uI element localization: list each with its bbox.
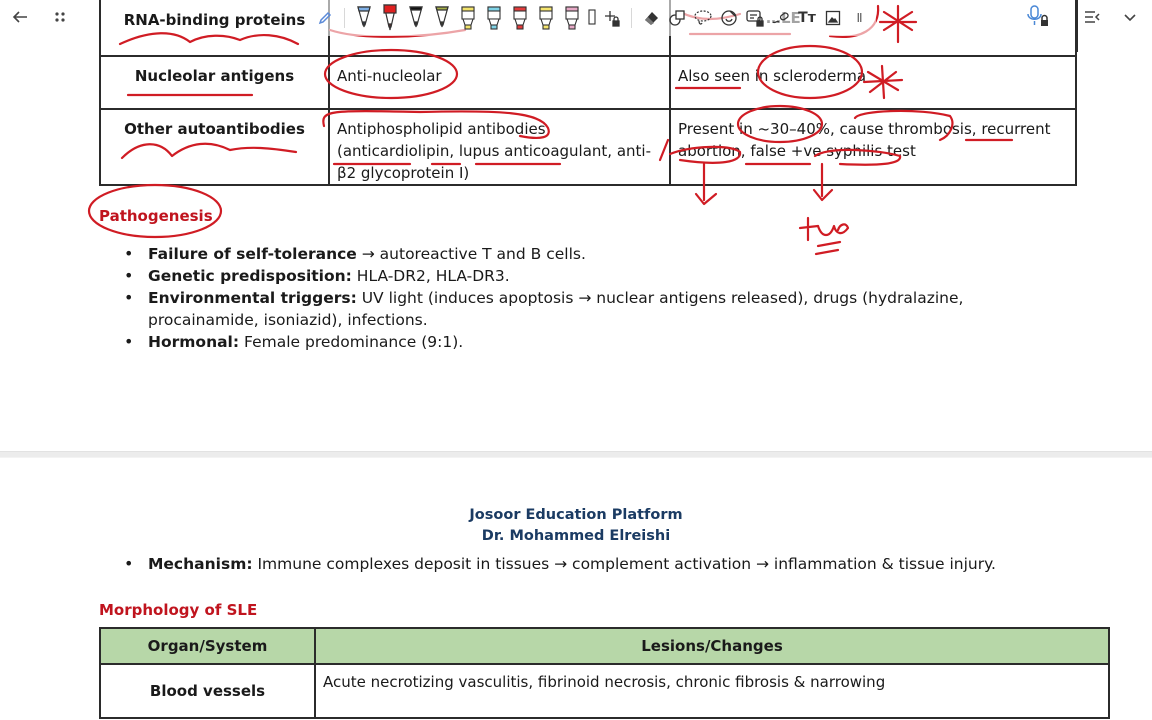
- arrow-left-icon: [11, 8, 29, 26]
- highlighter-icon: [562, 5, 582, 31]
- list-item-term: Environmental triggers:: [148, 289, 357, 307]
- comment-tool[interactable]: [744, 3, 766, 33]
- shapes-icon: [668, 9, 686, 27]
- eraser-icon: [642, 9, 660, 27]
- list-collapse-icon: [1083, 9, 1101, 25]
- highlighter-icon: [510, 5, 530, 31]
- column-header-lesions: Lesions/Changes: [315, 628, 1109, 664]
- list-item: [124, 553, 1024, 575]
- list-item-term: Mechanism:: [148, 555, 253, 573]
- list-item-term: Hormonal:: [148, 333, 240, 351]
- annotation-toolbar: [308, 0, 876, 36]
- drag-handle[interactable]: [40, 0, 80, 34]
- tool-pen-blue[interactable]: [353, 3, 375, 33]
- tool-highlighter-yellow-2[interactable]: [535, 3, 557, 33]
- pen-icon: [381, 3, 399, 33]
- back-button[interactable]: [0, 0, 40, 34]
- brand-header-line2: Dr. Mohammed Elreishi: [481, 528, 671, 544]
- pen-icon: [407, 5, 425, 31]
- sticker-icon: [720, 9, 738, 27]
- table-cell-antibody: Anti-nucleolar: [329, 56, 670, 109]
- text-tt-icon: Tт: [798, 10, 816, 26]
- pen-icon: [433, 5, 451, 31]
- document-page-2: [0, 458, 1152, 720]
- microphone-lock-icon: [1026, 4, 1050, 30]
- pen-icon: [355, 5, 373, 31]
- link-tool[interactable]: [770, 3, 792, 33]
- lasso-icon: [693, 9, 713, 27]
- image-icon: [825, 10, 841, 26]
- table-cell-category: RNA-binding proteins: [100, 0, 329, 56]
- table-row: [100, 664, 1109, 718]
- toolbar-divider: [631, 8, 632, 28]
- table-row: [100, 109, 1076, 185]
- list-item-text: UV light (induces apoptosis → nuclear antigens released), drugs (hydralazine, procainamide, isoniazid), infections.: [148, 289, 964, 329]
- pause-icon: II: [856, 11, 862, 25]
- tool-pen-olive[interactable]: [431, 3, 453, 33]
- list-item: [124, 265, 1024, 287]
- list-item-text: Immune complexes deposit in tissues → complement activation → inflammation & tissue injury.: [252, 555, 996, 573]
- brand-header-line1: Josoor Education Platform: [469, 507, 683, 523]
- tool-pen-red[interactable]: [379, 3, 401, 33]
- table-cell-antibody: Antiphospholipid antibodies (anticardiolipin, lupus anticoagulant, anti-β2 glycoprotein I): [329, 109, 670, 185]
- tool-pen-select[interactable]: [314, 3, 336, 33]
- highlighter-icon: [536, 5, 556, 31]
- table-cell-category: Other autoantibodies: [100, 109, 329, 185]
- text-tool[interactable]: [796, 3, 818, 33]
- table-cell-category: Nucleolar antigens: [100, 56, 329, 109]
- highlighter-icon: [484, 5, 504, 31]
- list-item: [124, 331, 1024, 353]
- list-item-text: Female predominance (9:1).: [239, 333, 464, 351]
- eraser-tool[interactable]: [640, 3, 662, 33]
- morphology-heading: Morphology of SLE: [99, 601, 258, 619]
- pause-tool[interactable]: [848, 3, 870, 33]
- list-item-text: HLA-DR2, HLA-DR3.: [351, 267, 510, 285]
- sticker-tool[interactable]: [718, 3, 740, 33]
- list-item-text: → autoreactive T and B cells.: [356, 245, 586, 263]
- pencil-icon: [317, 10, 333, 26]
- lasso-tool[interactable]: [692, 3, 714, 33]
- morphology-table: [99, 627, 1110, 719]
- toolbar-divider: [344, 8, 345, 28]
- list-item: [124, 243, 1024, 265]
- table-cell-notes: Present in ~30–40%, cause thrombosis, recurrent abortion, false +ve syphilis test: [670, 109, 1076, 185]
- pathogenesis-heading: Pathogenesis: [99, 207, 213, 225]
- highlighter-icon: [458, 5, 478, 31]
- tool-pen-black[interactable]: [405, 3, 427, 33]
- voice-record-button[interactable]: [1026, 4, 1050, 30]
- tool-highlighter-more[interactable]: [587, 3, 597, 33]
- list-item-term: Failure of self-tolerance: [148, 245, 357, 263]
- add-tool-button[interactable]: [601, 3, 623, 33]
- table-cell-notes: Also seen in scleroderma: [670, 56, 1076, 109]
- image-tool[interactable]: [822, 3, 844, 33]
- list-item-term: Genetic predisposition:: [148, 267, 352, 285]
- menu-dropdown-button[interactable]: [1118, 0, 1142, 34]
- table-cell-organ: Blood vessels: [100, 664, 315, 718]
- chevron-down-icon: [1123, 12, 1137, 22]
- grip-dots-icon: [53, 10, 67, 24]
- shapes-tool[interactable]: [666, 3, 688, 33]
- tool-highlighter-red[interactable]: [509, 3, 531, 33]
- tool-highlighter-cyan[interactable]: [483, 3, 505, 33]
- comment-lock-icon: [745, 9, 765, 27]
- nav-left: [0, 0, 80, 34]
- highlighter-icon: [588, 8, 596, 28]
- table-row: [100, 56, 1076, 109]
- list-item: [124, 287, 1024, 331]
- tool-highlighter-pink[interactable]: [561, 3, 583, 33]
- toolbar-divider: [1076, 0, 1078, 52]
- link-icon: [771, 10, 791, 26]
- table-header-row: [100, 628, 1109, 664]
- page-separator: [0, 451, 1152, 458]
- plus-lock-icon: [603, 8, 621, 28]
- column-header-organ: Organ/System: [100, 628, 315, 664]
- pathogenesis-list: [124, 243, 1024, 353]
- table-cell-lesion: Acute necrotizing vasculitis, fibrinoid necrosis, chronic fibrosis & narrowing: [315, 664, 1109, 718]
- right-toolbar: [1080, 0, 1142, 34]
- mechanism-list: [124, 553, 1024, 575]
- outline-button[interactable]: [1080, 0, 1104, 34]
- tool-highlighter-yellow[interactable]: [457, 3, 479, 33]
